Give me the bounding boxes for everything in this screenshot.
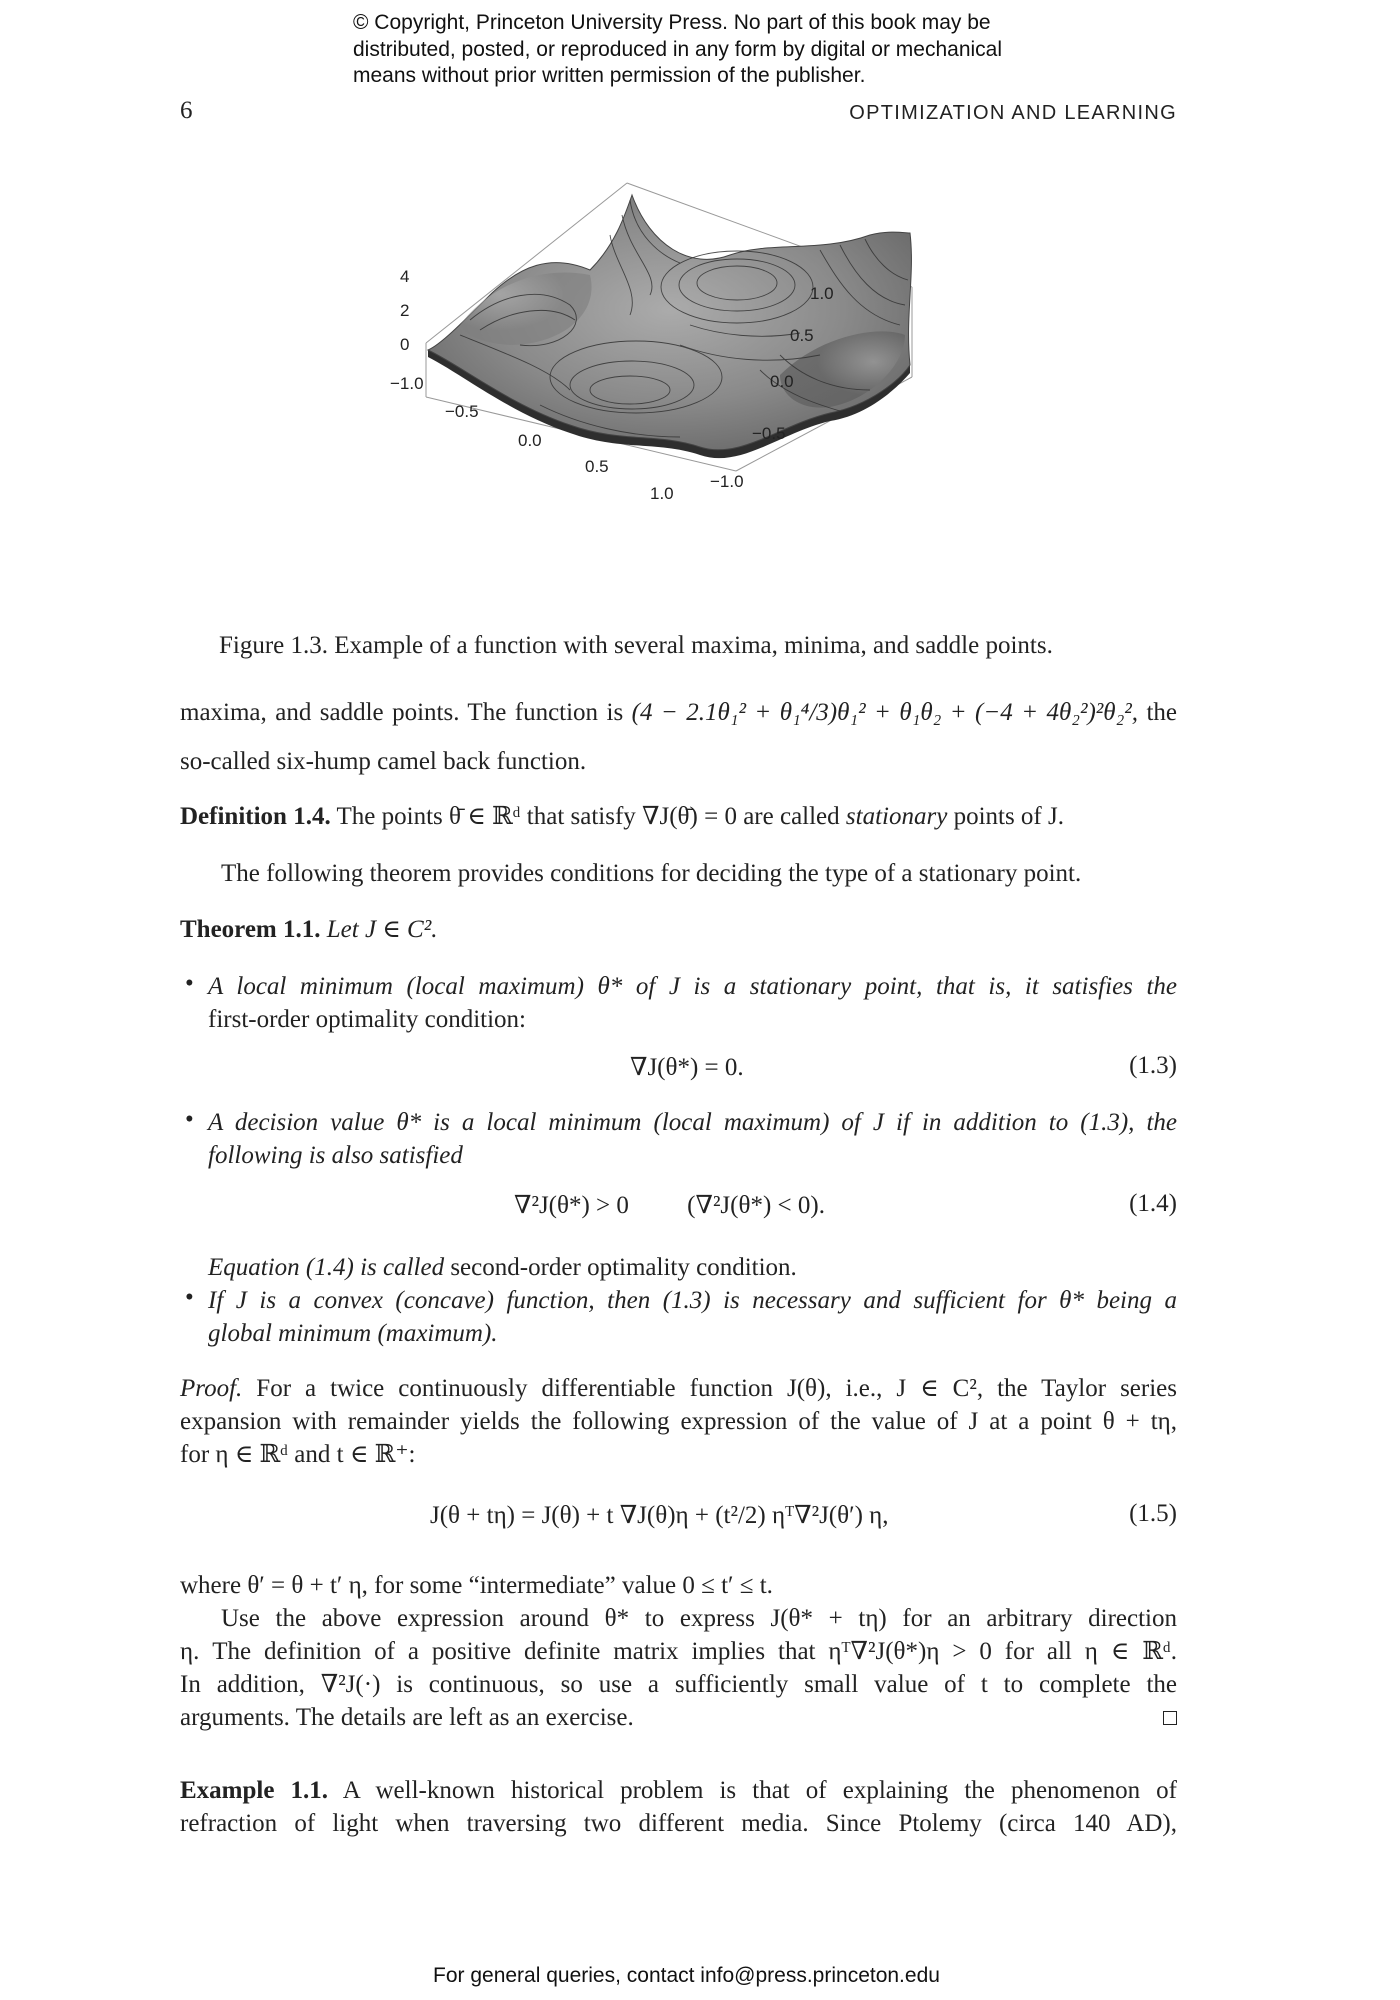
text-span: A well-known historical problem is that of explaining the phenomenon of (342, 1777, 1177, 1804)
copyright-line: © Copyright, Princeton University Press. No part of this book may be (353, 11, 991, 34)
bullet-text: If J is a convex (concave) function, then (1.3) is necessary and sufficient for θ* being a (208, 1287, 1177, 1314)
bullet-marker: • (185, 1106, 194, 1133)
equation-1-3: ∇J(θ*) = 0. (630, 1054, 744, 1081)
z-tick-label: 4 (400, 267, 410, 286)
copyright-notice (353, 10, 1002, 90)
bullet-item (208, 1284, 1177, 1350)
definition-label: Definition 1.4. (180, 803, 331, 830)
page-number: 6 (180, 97, 193, 124)
footer-contact: For general queries, contact info@press.princeton.edu (433, 1964, 940, 1987)
copyright-line: means without prior written permission of the publisher. (353, 64, 866, 87)
copyright-line: distributed, posted, or reproduced in any form by digital or mechanical (353, 37, 1003, 61)
emphasis: stationary (845, 803, 948, 830)
proof-continuation (180, 1602, 1177, 1734)
y-tick-label: −1.0 (710, 472, 744, 491)
equation-number: (1.4) (1129, 1190, 1177, 1217)
z-tick-label: 2 (400, 301, 410, 320)
equation-1-4 (514, 1190, 825, 1220)
text-span: For a twice continuously differentiable function J(θ), i.e., J ∈ C², the Taylor series (256, 1375, 1177, 1402)
text-span: second-order optimality condition. (450, 1254, 797, 1281)
formula: (4 − 2.1θ₁² + θ₁⁴/3)θ₁² + θ₁θ₂ + (−4 + 4θ₂²)²θ₂², (631, 699, 1139, 726)
bullet-continuation (208, 1251, 1177, 1284)
figure-caption: Figure 1.3. Example of a function with several maxima, minima, and saddle points. (219, 632, 1053, 659)
equation-part: (∇²J(θ*) < 0). (687, 1192, 825, 1219)
equation-1-5: J(θ + tη) = J(θ) + t ∇J(θ)η + (t²/2) ηᵀ∇²J(θ′) η, (430, 1502, 889, 1529)
bullet-text: following is also satisfied (208, 1142, 463, 1169)
bullet-marker: • (185, 1284, 194, 1311)
bullet-item (208, 970, 1177, 1036)
text-span: the (1146, 699, 1178, 726)
bullet-text: global minimum (maximum). (208, 1320, 498, 1347)
running-head: OPTIMIZATION AND LEARNING (849, 102, 1177, 124)
x-tick-label: 0.0 (518, 431, 542, 450)
surface-plot-figure (390, 175, 960, 615)
text-span: maxima, and saddle points. The function is (180, 699, 624, 726)
proof-line: expansion with remainder yields the following expression of the value of J at a point θ + tη, (180, 1408, 1177, 1435)
paragraph-line: where θ′ = θ + t′ η, for some “intermediate” value 0 ≤ t′ ≤ t. (180, 1572, 773, 1599)
qed-box-icon (1163, 1711, 1177, 1725)
theorem (180, 913, 1177, 946)
example-label: Example 1.1. (180, 1777, 329, 1804)
bullet-marker: • (185, 970, 194, 997)
paragraph-line: so-called six-hump camel back function. (180, 748, 587, 775)
equation-part: ∇²J(θ*) > 0 (514, 1192, 629, 1219)
bullet-item (208, 1106, 1177, 1172)
x-tick-label: −0.5 (445, 402, 479, 421)
y-tick-label: 0.5 (790, 326, 814, 345)
y-tick-label: −0.5 (752, 424, 786, 443)
x-tick-label: −1.0 (390, 374, 424, 393)
example-line: refraction of light when traversing two different media. Since Ptolemy (circa 140 AD), (180, 1810, 1177, 1837)
y-tick-label: 1.0 (810, 284, 834, 303)
z-axis (400, 267, 409, 354)
text-span: Equation (1.4) is called (208, 1254, 445, 1281)
z-tick-label: 0 (400, 335, 410, 354)
theorem-text: Let J ∈ C². (326, 916, 438, 943)
y-tick-label: 0.0 (770, 372, 794, 391)
definition (180, 800, 1177, 833)
paragraph-line (180, 696, 1177, 729)
bullet-text: A decision value θ* is a local minimum (local maximum) of J if in addition to (1.3), the (208, 1109, 1177, 1136)
example (180, 1774, 1177, 1840)
x-tick-label: 0.5 (585, 457, 609, 476)
proof-line: η. The definition of a positive definite matrix implies that ηᵀ∇²J(θ*)η > 0 for all η ∈ ℝᵈ. (180, 1638, 1177, 1665)
equation-number: (1.3) (1129, 1052, 1177, 1079)
proof-line: arguments. The details are left as an exercise. (180, 1704, 634, 1731)
proof-label: Proof. (180, 1375, 243, 1402)
text-span: The points θ̄ ∈ ℝᵈ that satisfy ∇J(θ̄) = 0 are called (336, 803, 840, 830)
theorem-label: Theorem 1.1. (180, 916, 321, 943)
surface-plot (390, 175, 960, 615)
proof-line: In addition, ∇²J(·) is continuous, so use a sufficiently small value of t to complete the (180, 1671, 1177, 1698)
bullet-text: first-order optimality condition: (208, 1006, 526, 1033)
x-tick-label: 1.0 (650, 484, 674, 503)
text-span: points of J. (953, 803, 1064, 830)
paragraph-line: The following theorem provides conditions for deciding the type of a stationary point. (221, 860, 1082, 887)
equation-number: (1.5) (1129, 1500, 1177, 1527)
proof-line: Use the above expression around θ* to express J(θ* + tη) for an arbitrary direction (221, 1605, 1177, 1632)
bullet-text: A local minimum (local maximum) θ* of J is a stationary point, that is, it satisfies the (208, 973, 1177, 1000)
proof-line: for η ∈ ℝᵈ and t ∈ ℝ⁺: (180, 1441, 416, 1468)
proof (180, 1372, 1177, 1471)
